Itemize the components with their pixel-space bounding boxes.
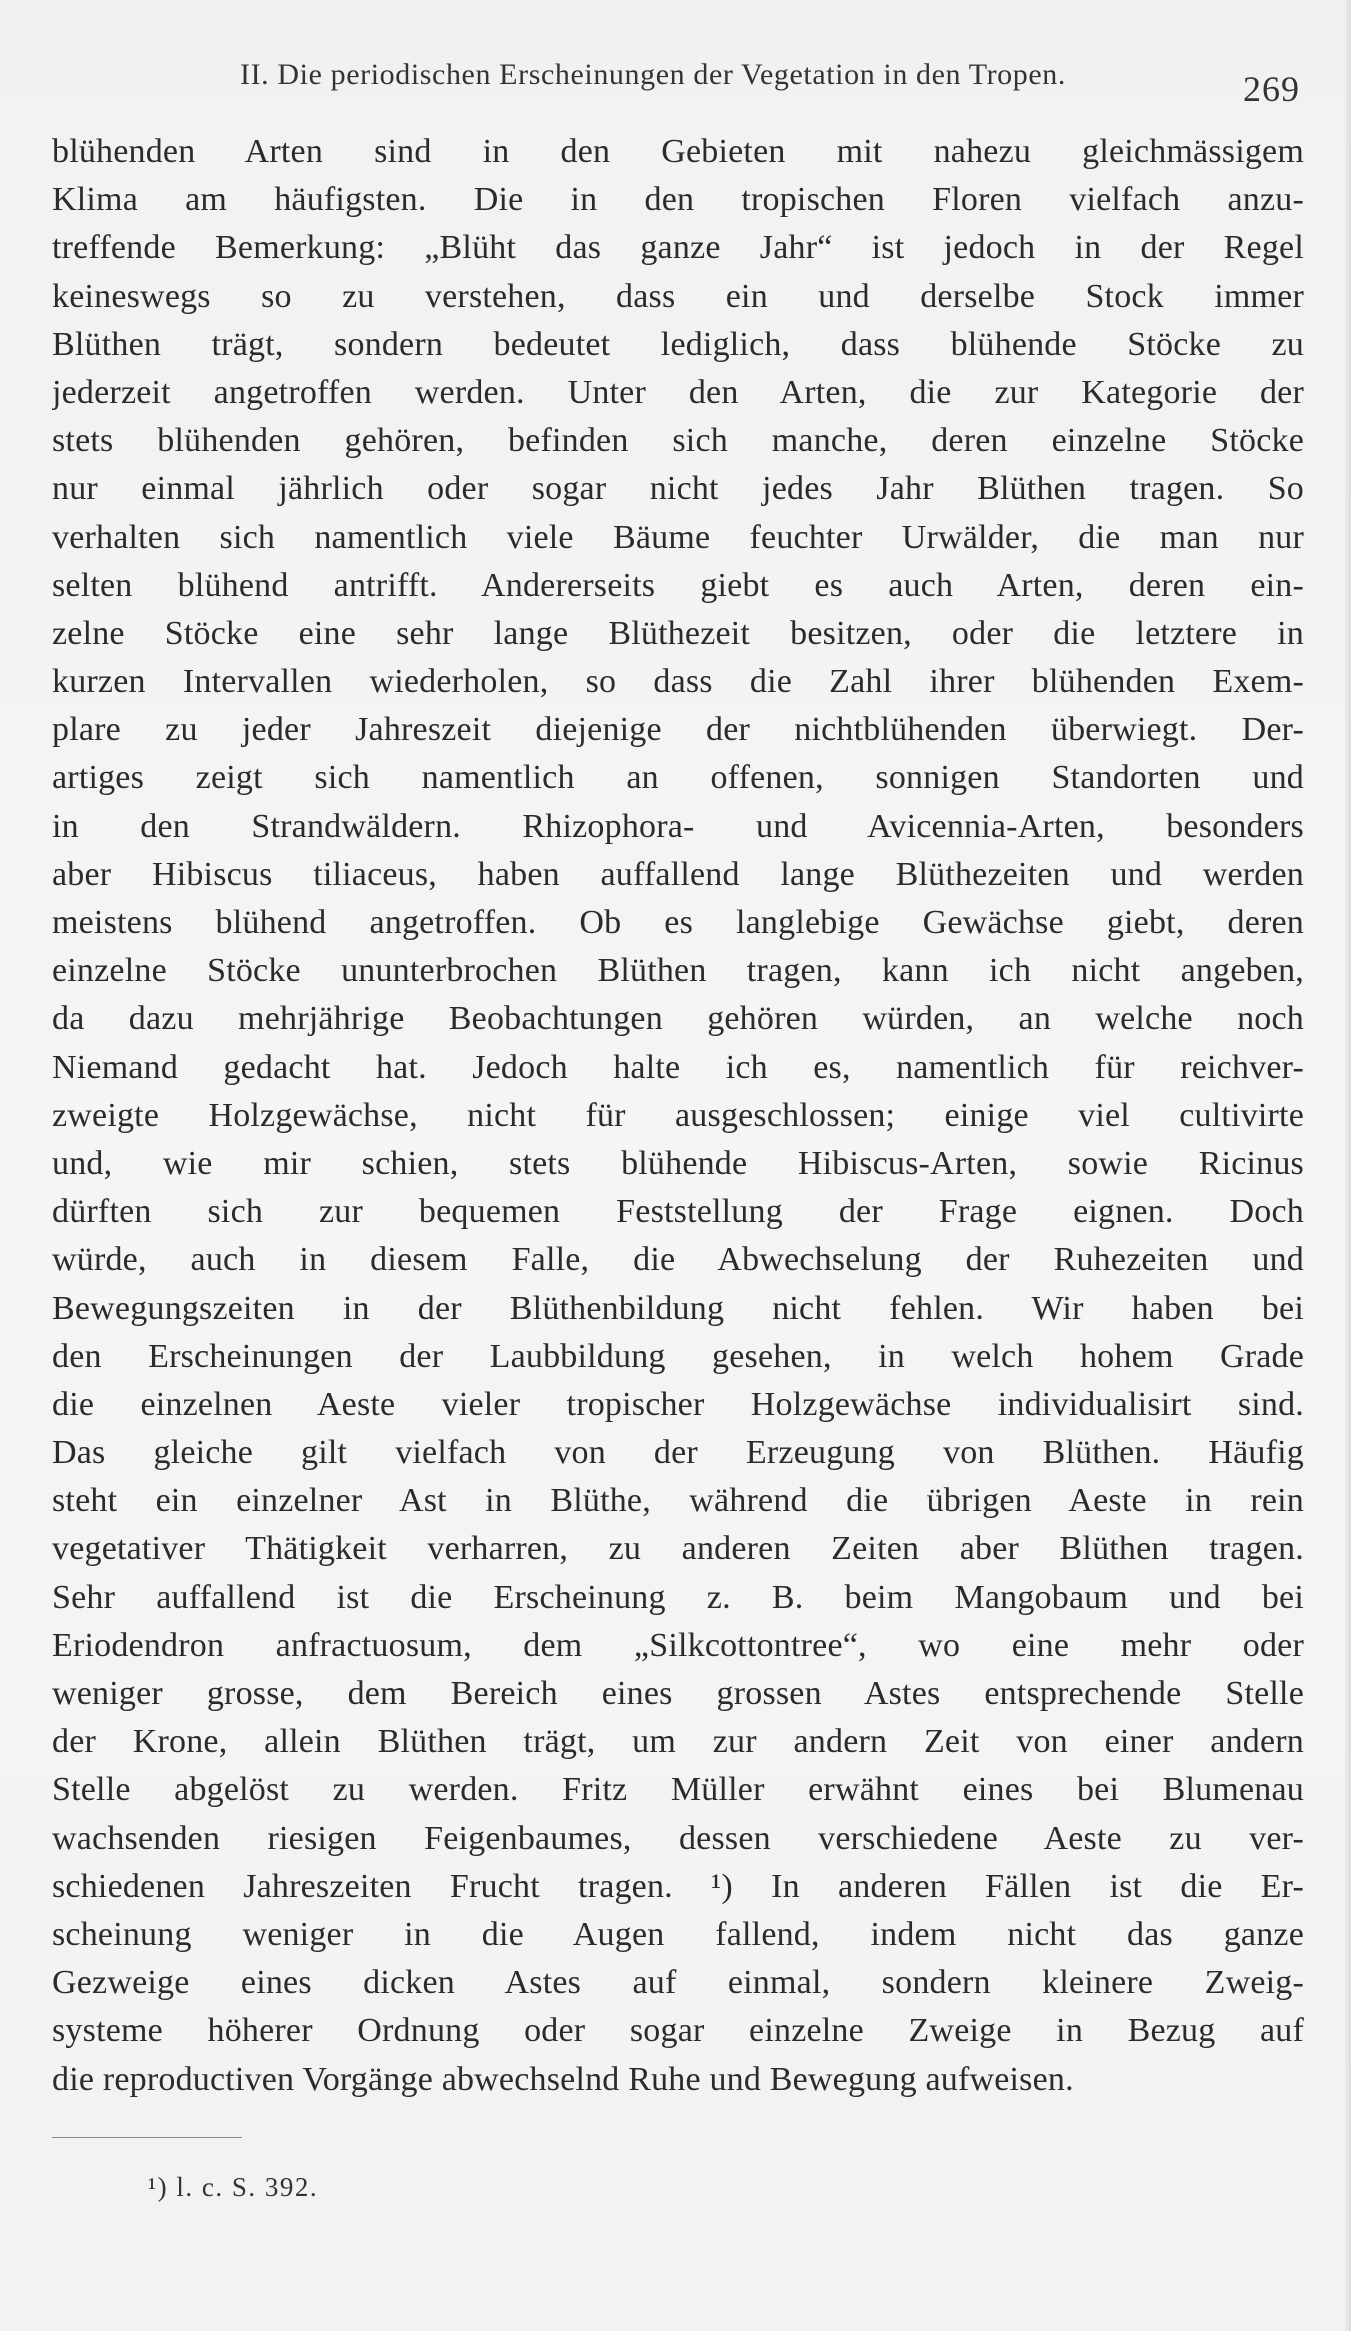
text-line: jederzeit angetroffen werden. Unter den Arten, die zur Kategorie der (52, 373, 1304, 411)
text-line: steht ein einzelner Ast in Blüthe, während die übrigen Aeste in rein (52, 1482, 1304, 1520)
text-line: meistens blühend angetroffen. Ob es langlebige Gewächse giebt, deren (52, 904, 1304, 941)
text-line: und, wie mir schien, stets blühende Hibiscus-Arten, sowie Ricinus (52, 1144, 1304, 1182)
text-line: die einzelnen Aeste vieler tropischer Holzgewächse individualisirt sind. (52, 1385, 1304, 1423)
text-line: Gezweige eines dicken Astes auf einmal, sondern kleinere Zweig- (52, 1964, 1304, 2002)
text-line: stets blühenden gehören, befinden sich manche, deren einzelne Stöcke (52, 422, 1304, 460)
text-line: blühenden Arten sind in den Gebieten mit nahezu gleichmässigem (52, 133, 1304, 170)
text-line: verhalten sich namentlich viele Bäume feuchter Urwälder, die man nur (52, 518, 1304, 556)
text-line: dürften sich zur bequemen Feststellung der Frage eignen. Doch (52, 1193, 1304, 1231)
text-line: weniger grosse, dem Bereich eines grossen Astes entsprechende Stelle (52, 1675, 1304, 1712)
text-line: Das gleiche gilt vielfach von der Erzeugung von Blüthen. Häufig (52, 1434, 1304, 1472)
text-line: Stelle abgelöst zu werden. Fritz Müller erwähnt eines bei Blumenau (52, 1771, 1304, 1809)
page-number: 269 (1243, 69, 1300, 109)
text-line: Blüthen trägt, sondern bedeutet lediglich, dass blühende Stöcke zu (52, 325, 1304, 363)
text-line: Sehr auffallend ist die Erscheinung z. B. beim Mangobaum und bei (52, 1578, 1304, 1616)
text-line: da dazu mehrjährige Beobachtungen gehören würden, an welche noch (52, 1000, 1304, 1038)
running-head: II. Die periodischen Erscheinungen der Vegetation in den Tropen. (240, 58, 1066, 91)
page-header (240, 58, 1300, 108)
text-line: einzelne Stöcke ununterbrochen Blüthen tragen, kann ich nicht angeben, (52, 952, 1304, 990)
footnote-rule (52, 2137, 242, 2138)
footnote: ¹) l. c. S. 392. (148, 2172, 319, 2202)
text-line: die reproductiven Vorgänge abwechselnd Ruhe und Bewegung aufweisen. (52, 2060, 1074, 2098)
text-line: aber Hibiscus tiliaceus, haben auffallend lange Blüthezeiten und werden (52, 855, 1304, 893)
body-text (52, 128, 1304, 2104)
text-line: nur einmal jährlich oder sogar nicht jedes Jahr Blüthen tragen. So (52, 470, 1304, 508)
page-edge (1345, 0, 1351, 2331)
text-line: Bewegungszeiten in der Blüthenbildung nicht fehlen. Wir haben bei (52, 1289, 1304, 1327)
text-line: treffende Bemerkung: „Blüht das ganze Jahr“ ist jedoch in der Regel (52, 229, 1304, 267)
text-line: Klima am häufigsten. Die in den tropischen Floren vielfach anzu- (52, 181, 1304, 219)
text-line: schiedenen Jahreszeiten Frucht tragen. ¹) In anderen Fällen ist die Er- (52, 1867, 1304, 1905)
text-line: selten blühend antrifft. Andererseits giebt es auch Arten, deren ein- (52, 566, 1304, 604)
text-line: in den Strandwäldern. Rhizophora- und Avicennia-Arten, besonders (52, 807, 1304, 845)
text-line: keineswegs so zu verstehen, dass ein und derselbe Stock immer (52, 277, 1304, 315)
text-line: scheinung weniger in die Augen fallend, indem nicht das ganze (52, 1915, 1304, 1953)
text-line: kurzen Intervallen wiederholen, so dass die Zahl ihrer blühenden Exem- (52, 663, 1304, 701)
text-line: würde, auch in diesem Falle, die Abwechselung der Ruhezeiten und (52, 1241, 1304, 1279)
text-line: vegetativer Thätigkeit verharren, zu anderen Zeiten aber Blüthen tragen. (52, 1530, 1304, 1568)
text-line: Niemand gedacht hat. Jedoch halte ich es, namentlich für reichver- (52, 1048, 1304, 1086)
text-line: den Erscheinungen der Laubbildung gesehen, in welch hohem Grade (52, 1337, 1304, 1375)
text-line: artiges zeigt sich namentlich an offenen, sonnigen Standorten und (52, 759, 1304, 797)
text-line: systeme höherer Ordnung oder sogar einzelne Zweige in Bezug auf (52, 2012, 1304, 2050)
text-line: der Krone, allein Blüthen trägt, um zur andern Zeit von einer andern (52, 1723, 1304, 1761)
text-line: wachsenden riesigen Feigenbaumes, dessen verschiedene Aeste zu ver- (52, 1819, 1304, 1857)
text-line: plare zu jeder Jahreszeit diejenige der nichtblühenden überwiegt. Der- (52, 711, 1304, 749)
text-line: zweigte Holzgewächse, nicht für ausgeschlossen; einige viel cultivirte (52, 1096, 1304, 1134)
text-line: Eriodendron anfractuosum, dem „Silkcottontree“, wo eine mehr oder (52, 1626, 1304, 1664)
text-line: zelne Stöcke eine sehr lange Blüthezeit besitzen, oder die letztere in (52, 614, 1304, 652)
